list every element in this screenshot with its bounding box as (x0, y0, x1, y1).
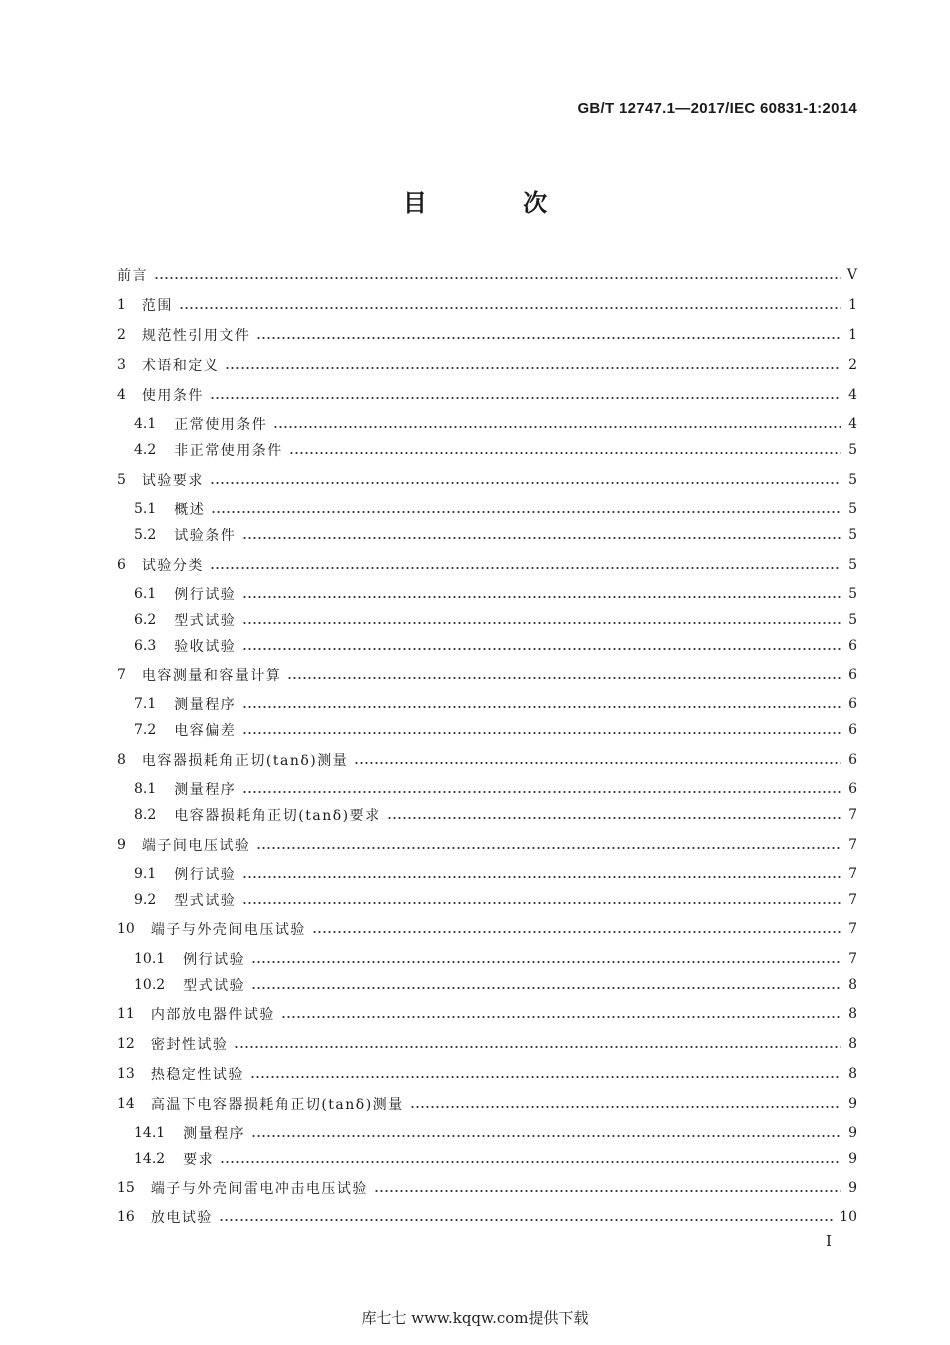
toc-entry-label: 电容器损耗角正切(tanδ)要求 (174, 808, 381, 824)
toc-entry-number: 4.2 (134, 442, 157, 458)
toc-entry-label: 端子间电压试验 (141, 838, 251, 854)
toc-entry-label: 例行试验 (183, 952, 246, 968)
toc-entry[interactable] (134, 948, 857, 970)
toc-entry[interactable] (117, 469, 857, 491)
toc-entry-page: 6 (848, 667, 857, 683)
toc-entry-label: 型式试验 (174, 893, 237, 909)
toc-entry-label: 测量程序 (174, 697, 237, 713)
toc-entry-label: 型式试验 (174, 613, 237, 629)
toc-entry-number: 5.2 (134, 527, 157, 543)
toc-entry-number: 2 (117, 327, 126, 343)
toc-entry[interactable] (134, 778, 857, 800)
toc-entry[interactable] (117, 1177, 857, 1199)
toc-entry[interactable] (134, 413, 857, 435)
toc-entry-page: 6 (848, 722, 857, 738)
toc-leader-dots (225, 367, 841, 369)
toc-leader-dots (251, 987, 841, 989)
toc-entry-number: 8.1 (134, 781, 157, 797)
toc-entry-number: 6.2 (134, 612, 157, 628)
toc-leader-dots (242, 596, 841, 598)
toc-entry-label: 热稳定性试验 (150, 1067, 244, 1083)
toc-entry-page: 9 (848, 1180, 857, 1196)
toc-entry-number: 11 (117, 1006, 135, 1022)
toc-entry[interactable] (134, 889, 857, 911)
toc-leader-dots (210, 567, 841, 569)
toc-entry-page: 7 (848, 892, 857, 908)
toc-leader-dots (289, 452, 841, 454)
toc-entry-label: 端子与外壳间电压试验 (150, 922, 306, 938)
toc-leader-dots (219, 1219, 833, 1221)
toc-leader-dots (242, 902, 841, 904)
toc-entry-label: 要求 (183, 1152, 215, 1168)
toc-entry-label: 密封性试验 (150, 1037, 229, 1053)
toc-entry[interactable] (117, 264, 857, 286)
toc-entry[interactable] (134, 804, 857, 826)
toc-entry-label: 验收试验 (174, 639, 237, 655)
toc-entry[interactable] (117, 1063, 857, 1085)
toc-leader-dots (281, 1016, 841, 1018)
toc-entry-number: 4 (117, 387, 126, 403)
toc-entry[interactable] (117, 664, 857, 686)
toc-entry-label: 端子与外壳间雷电冲击电压试验 (150, 1181, 368, 1197)
toc-entry-number: 7 (117, 667, 126, 683)
toc-entry-number: 10.1 (134, 951, 166, 967)
toc-entry-page: 4 (848, 416, 857, 432)
toc-entry[interactable] (117, 834, 857, 856)
toc-entry-number: 14.2 (134, 1151, 166, 1167)
toc-entry-label: 非正常使用条件 (174, 443, 283, 459)
toc-entry-number: 10 (117, 921, 135, 937)
toc-entry-label: 前言 (117, 268, 148, 284)
toc-entry-number: 9.1 (134, 866, 157, 882)
toc-entry-label: 术语和定义 (141, 358, 220, 374)
toc-entry-number: 1 (117, 297, 126, 313)
toc-entry-page: 10 (839, 1209, 857, 1225)
toc-leader-dots (256, 337, 841, 339)
toc-entry-page: 6 (848, 781, 857, 797)
toc-entry-label: 规范性引用文件 (141, 328, 251, 344)
toc-entry-label: 试验要求 (141, 473, 204, 489)
toc-entry-label: 电容测量和容量计算 (141, 668, 282, 684)
toc-entry[interactable] (134, 719, 857, 741)
toc-entry-page: 9 (848, 1125, 857, 1141)
toc-entry-page: 7 (848, 951, 857, 967)
toc-leader-dots (210, 397, 841, 399)
toc-entry-page: 5 (848, 442, 857, 458)
toc-leader-dots (242, 622, 841, 624)
toc-entry-number: 9.2 (134, 892, 157, 908)
toc-entry-page: 6 (848, 696, 857, 712)
toc-entry-page: 5 (848, 586, 857, 602)
toc-entry[interactable] (134, 439, 857, 461)
toc-leader-dots (273, 426, 841, 428)
toc-entry-page: 8 (848, 977, 857, 993)
toc-leader-dots (220, 1161, 841, 1163)
toc-entry-label: 内部放电器件试验 (150, 1007, 275, 1023)
toc-entry-number: 4.1 (134, 416, 157, 432)
toc-leader-dots (256, 847, 841, 849)
toc-entry-number: 6.1 (134, 586, 157, 602)
toc-leader-dots (250, 1076, 841, 1078)
toc-entry-number: 14.1 (134, 1125, 166, 1141)
toc-leader-dots (242, 791, 841, 793)
toc-entry-number: 8.2 (134, 807, 157, 823)
toc-entry-label: 测量程序 (174, 782, 237, 798)
toc-entry-number: 7.2 (134, 722, 157, 738)
toc-entry[interactable] (134, 1122, 857, 1144)
toc-entry-page: 7 (848, 921, 857, 937)
toc-entry-page: 5 (848, 612, 857, 628)
toc-leader-dots (251, 961, 841, 963)
toc-entry[interactable] (134, 609, 857, 631)
toc-leader-dots (210, 482, 841, 484)
page-title: 目 次 (402, 189, 592, 217)
page-folio: I (826, 1232, 832, 1250)
toc-entry-page: 6 (848, 752, 857, 768)
toc-entry[interactable] (117, 749, 857, 771)
toc-entry[interactable] (134, 693, 857, 715)
standard-number-header: GB/T 12747.1—2017/IEC 60831-1:2014 (577, 100, 857, 117)
toc-entry[interactable] (134, 635, 857, 657)
toc-entry-label: 使用条件 (141, 388, 204, 404)
toc-leader-dots (179, 307, 841, 309)
toc-entry[interactable] (117, 294, 857, 316)
toc-entry-number: 10.2 (134, 977, 166, 993)
toc-entry-page: 1 (848, 327, 857, 343)
toc-entry[interactable] (117, 1003, 857, 1025)
toc-entry[interactable] (134, 1148, 857, 1170)
toc-entry-number: 16 (117, 1209, 135, 1225)
toc-entry[interactable] (134, 863, 857, 885)
toc-leader-dots (242, 537, 841, 539)
toc-entry-number: 6 (117, 557, 126, 573)
toc-entry-label: 试验条件 (174, 528, 237, 544)
toc-entry-page: 6 (848, 638, 857, 654)
toc-entry-number: 5 (117, 472, 126, 488)
toc-entry-page: V (846, 267, 857, 283)
toc-entry[interactable] (117, 324, 857, 346)
toc-entry-label: 型式试验 (183, 978, 246, 994)
toc-entry-page: 4 (848, 387, 857, 403)
toc-entry-number: 6.3 (134, 638, 157, 654)
toc-entry-page: 7 (848, 866, 857, 882)
toc-entry-page: 8 (848, 1036, 857, 1052)
toc-leader-dots (387, 817, 841, 819)
toc-entry-label: 例行试验 (174, 867, 237, 883)
toc-leader-dots (242, 876, 841, 878)
toc-entry-page: 2 (848, 357, 857, 373)
toc-entry-page: 5 (848, 501, 857, 517)
toc-entry[interactable] (134, 974, 857, 996)
toc-entry-number: 7.1 (134, 696, 157, 712)
toc-entry[interactable] (117, 384, 857, 406)
toc-entry-number: 14 (117, 1096, 135, 1112)
toc-entry-page: 7 (848, 807, 857, 823)
toc-entry-number: 3 (117, 357, 126, 373)
toc-entry-page: 7 (848, 837, 857, 853)
toc-entry-label: 测量程序 (183, 1126, 246, 1142)
toc-entry-label: 概述 (174, 502, 206, 518)
toc-entry-page: 1 (848, 297, 857, 313)
toc-leader-dots (312, 931, 841, 933)
toc-entry[interactable] (117, 918, 857, 940)
toc-entry-number: 15 (117, 1180, 135, 1196)
toc-entry-number: 13 (117, 1066, 135, 1082)
toc-leader-dots (251, 1135, 841, 1137)
toc-entry-label: 电容器损耗角正切(tanδ)测量 (141, 753, 349, 769)
toc-entry[interactable] (134, 524, 857, 546)
toc-entry[interactable] (117, 554, 857, 576)
toc-leader-dots (234, 1046, 841, 1048)
toc-entry-number: 8 (117, 752, 126, 768)
toc-leader-dots (354, 762, 841, 764)
toc-entry[interactable] (117, 1093, 857, 1115)
toc-entry[interactable] (117, 354, 857, 376)
toc-entry-page: 5 (848, 557, 857, 573)
toc-entry-page: 5 (848, 527, 857, 543)
toc-leader-dots (242, 732, 841, 734)
toc-leader-dots (287, 677, 841, 679)
toc-entry-label: 放电试验 (150, 1210, 213, 1226)
toc-entry[interactable] (134, 498, 857, 520)
toc-leader-dots (374, 1190, 841, 1192)
toc-leader-dots (211, 511, 841, 513)
toc-entry[interactable] (117, 1033, 857, 1055)
toc-leader-dots (242, 648, 841, 650)
toc-entry-page: 8 (848, 1006, 857, 1022)
toc-leader-dots (242, 706, 841, 708)
toc-entry-page: 5 (848, 472, 857, 488)
toc-entry-number: 12 (117, 1036, 135, 1052)
toc-entry-label: 高温下电容器损耗角正切(tanδ)测量 (150, 1097, 404, 1113)
toc-entry-page: 8 (848, 1066, 857, 1082)
toc-entry-page: 9 (848, 1151, 857, 1167)
toc-entry-number: 9 (117, 837, 126, 853)
toc-entry-label: 电容偏差 (174, 723, 237, 739)
toc-leader-dots (154, 277, 841, 279)
toc-leader-dots (410, 1106, 841, 1108)
toc-entry-label: 试验分类 (141, 558, 204, 574)
download-footer: 库七七 www.kqqw.com提供下载 (361, 1309, 589, 1327)
toc-entry-label: 例行试验 (174, 587, 237, 603)
toc-entry[interactable] (117, 1206, 857, 1228)
toc-entry-label: 范围 (141, 298, 173, 314)
toc-entry[interactable] (134, 583, 857, 605)
toc-entry-page: 9 (848, 1096, 857, 1112)
toc-entry-number: 5.1 (134, 501, 157, 517)
toc-entry-label: 正常使用条件 (174, 417, 268, 433)
